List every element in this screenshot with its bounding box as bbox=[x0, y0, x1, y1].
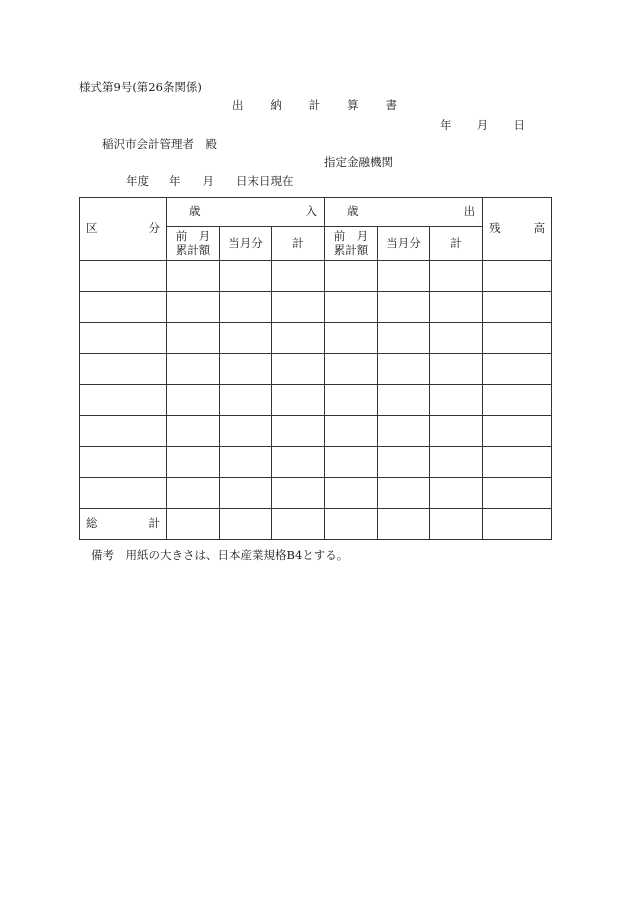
revenue-current-month-header: 当月分 bbox=[220, 227, 272, 261]
balance-header: 残 高 bbox=[483, 198, 552, 261]
grand-total-label: 総 計 bbox=[80, 509, 167, 540]
remarks-note: 備考 用紙の大きさは、日本産業規格B4とする。 bbox=[91, 548, 349, 562]
date-day: 日 bbox=[513, 118, 525, 132]
table-row bbox=[80, 478, 552, 509]
date-month: 月 bbox=[476, 118, 489, 132]
header-row-1 bbox=[80, 198, 552, 227]
revenue-prev-cumulative-header: 前 月 累計額 bbox=[167, 227, 220, 261]
revenue-total-header: 計 bbox=[272, 227, 325, 261]
period-line bbox=[126, 176, 294, 188]
title-char: 計 bbox=[308, 98, 321, 112]
table-row bbox=[80, 323, 552, 354]
table-row bbox=[80, 292, 552, 323]
designated-institution: 指定金融機関 bbox=[324, 155, 393, 169]
table-row bbox=[80, 385, 552, 416]
revenue-header: 歳 入 bbox=[167, 198, 325, 227]
category-header: 区 分 bbox=[80, 198, 167, 261]
form-number: 様式第9号(第26条関係) bbox=[79, 80, 202, 94]
table-row bbox=[80, 354, 552, 385]
grand-total-row bbox=[80, 509, 552, 540]
table-row bbox=[80, 261, 552, 292]
title-char: 納 bbox=[270, 98, 282, 112]
title-char: 出 bbox=[232, 98, 244, 112]
period-year: 年 bbox=[169, 174, 181, 188]
document-title bbox=[232, 100, 397, 112]
expenditure-current-month-header: 当月分 bbox=[378, 227, 430, 261]
period-month: 月 bbox=[202, 174, 214, 188]
period-fiscal-year: 年度 bbox=[126, 174, 149, 188]
cash-account-table bbox=[79, 197, 552, 540]
expenditure-header: 歳 出 bbox=[325, 198, 483, 227]
addressee: 稲沢市会計管理者 殿 bbox=[102, 137, 217, 151]
date-year: 年 bbox=[440, 118, 452, 132]
table-row bbox=[80, 447, 552, 478]
title-char: 書 bbox=[385, 98, 397, 112]
table-row bbox=[80, 416, 552, 447]
period-suffix: 日末日現在 bbox=[236, 174, 294, 188]
title-char: 算 bbox=[347, 98, 359, 112]
expenditure-total-header: 計 bbox=[430, 227, 483, 261]
expenditure-prev-cumulative-header: 前 月 累計額 bbox=[325, 227, 378, 261]
date-line bbox=[440, 120, 525, 132]
